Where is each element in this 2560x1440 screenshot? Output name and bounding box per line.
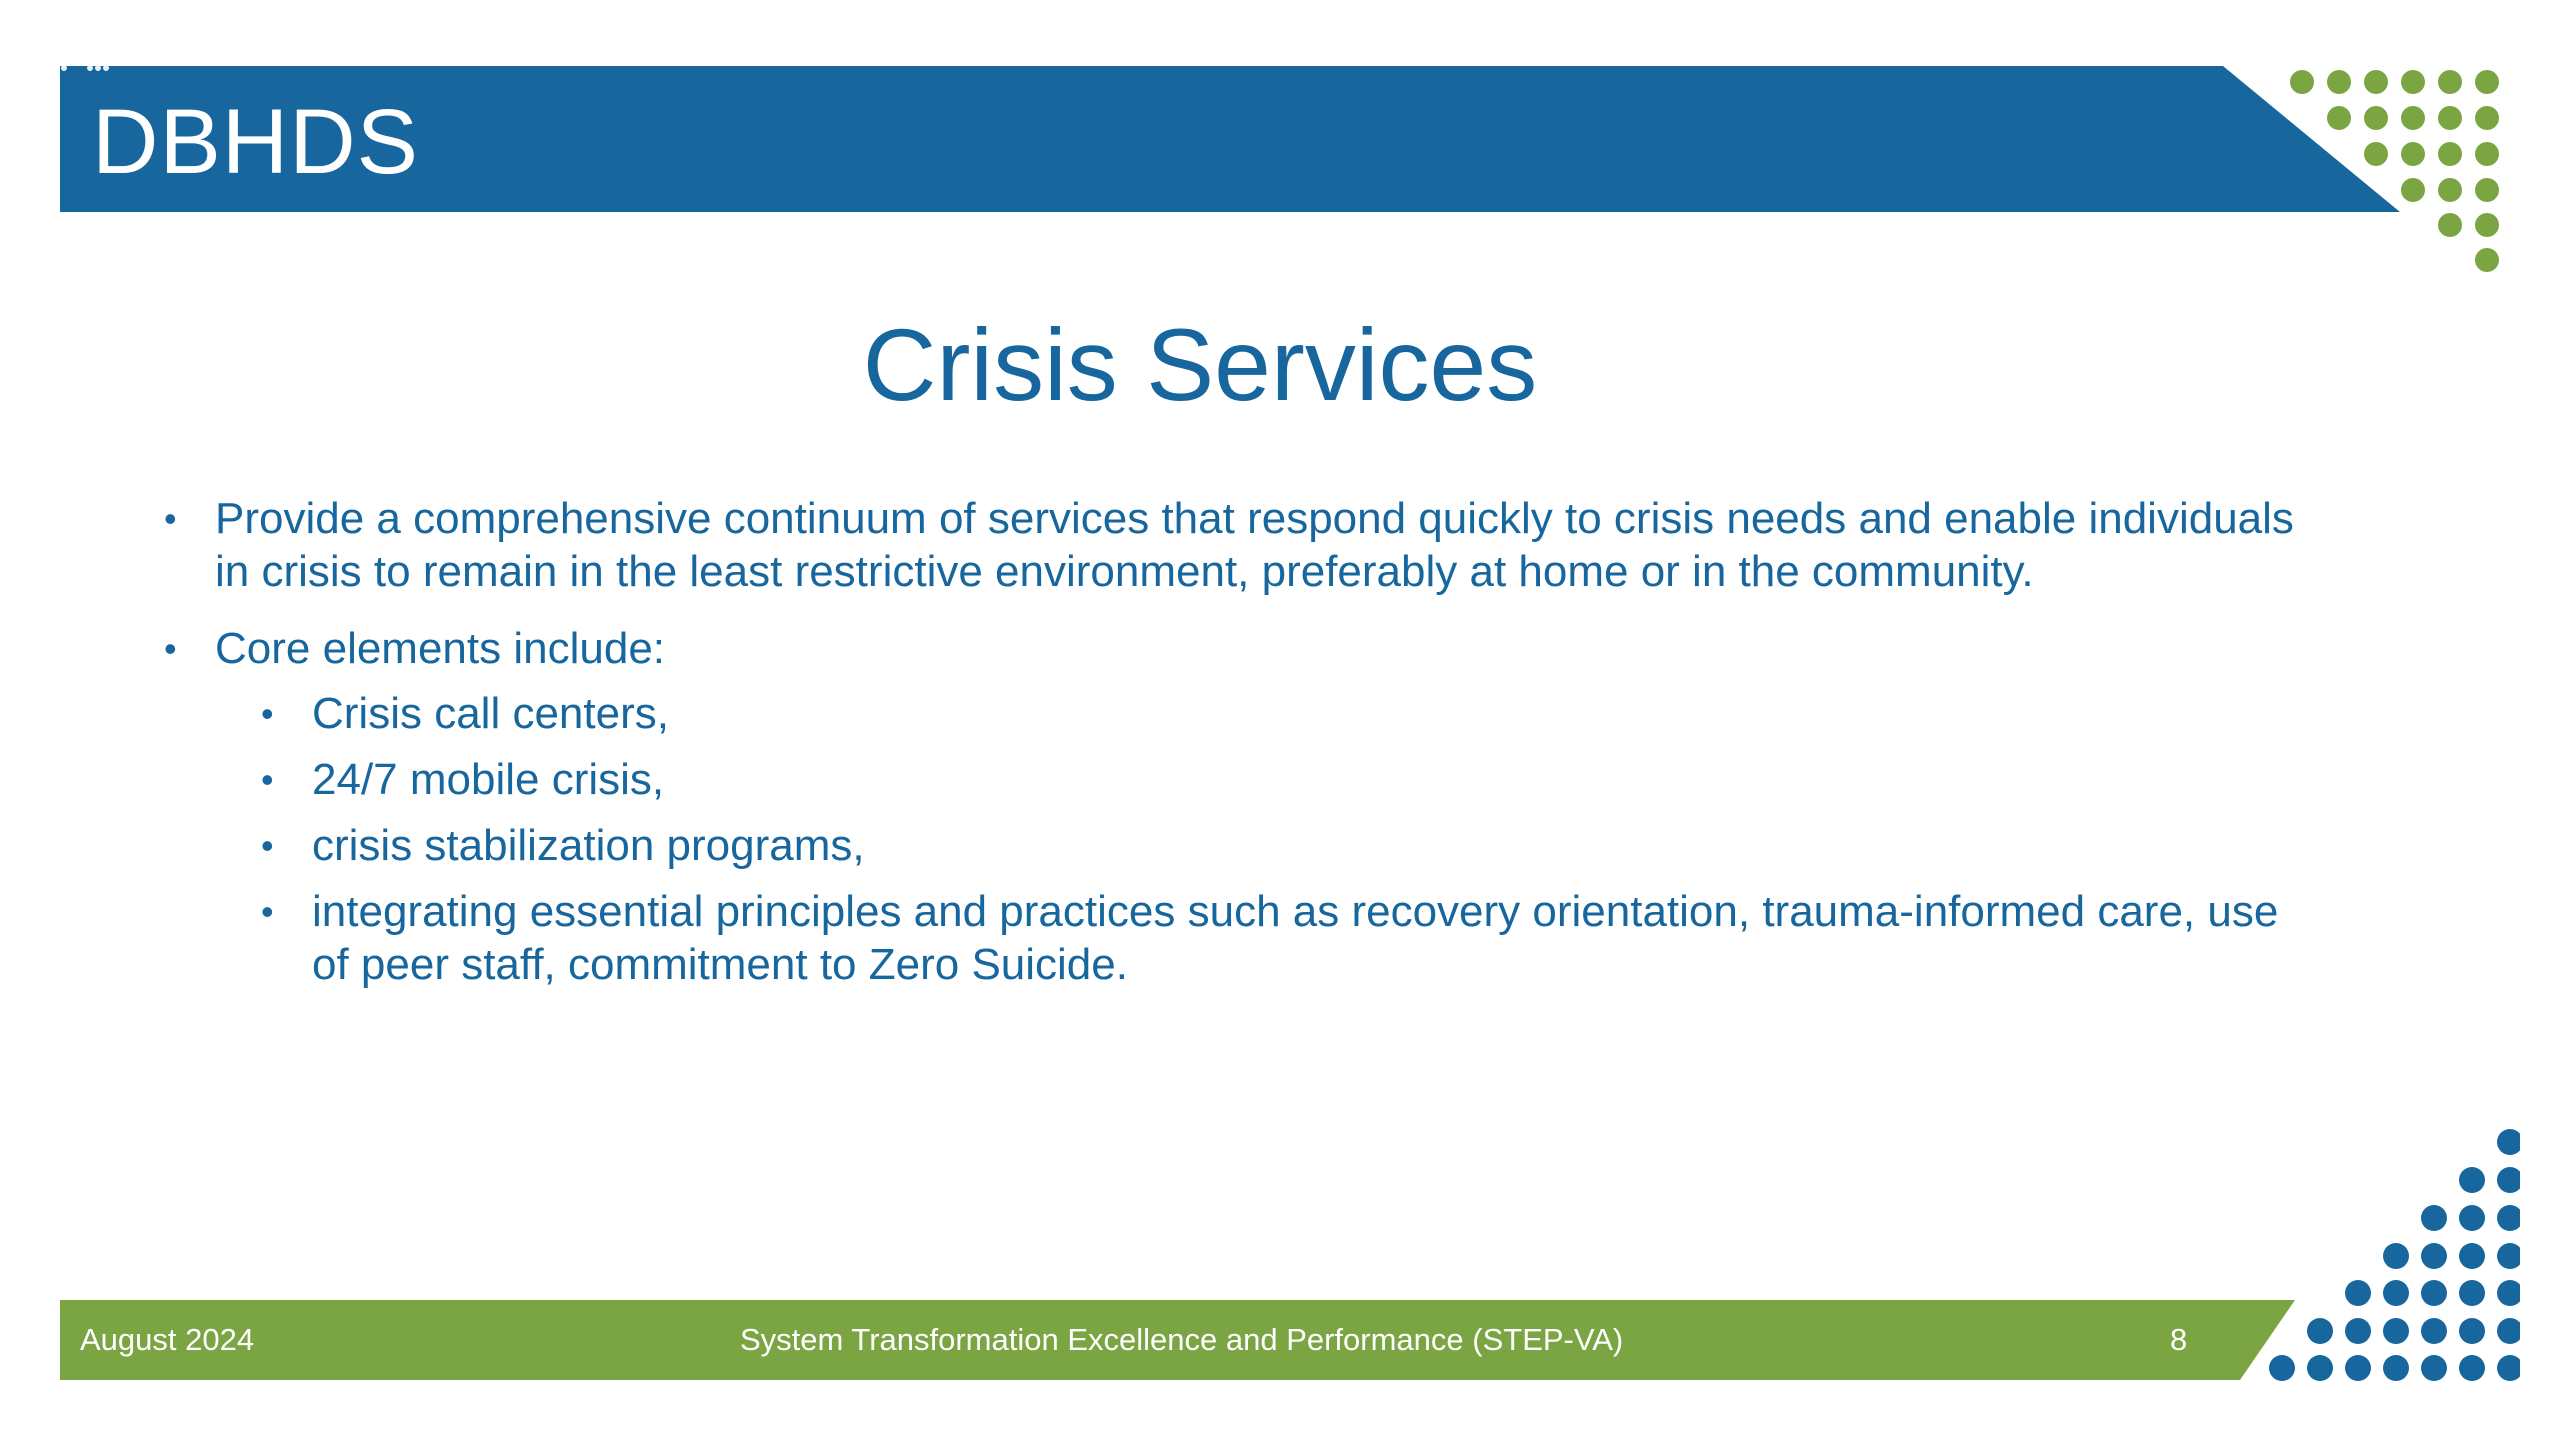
decor-dot xyxy=(2497,1243,2520,1269)
footer-date: August 2024 xyxy=(80,1322,255,1357)
decor-dot xyxy=(2401,106,2425,130)
footer-band xyxy=(0,1300,2560,1380)
decor-dot xyxy=(2327,70,2351,94)
slide-content xyxy=(160,492,2310,1004)
decor-dot xyxy=(2475,142,2499,166)
decor-dot xyxy=(2497,1129,2520,1155)
bullet-core-elements: • Core elements include: xyxy=(160,622,2310,675)
sub-bullet-call-centers: • Crisis call centers, xyxy=(257,687,2310,740)
decor-dot xyxy=(2475,106,2499,130)
decor-dot xyxy=(2497,1205,2520,1231)
decor-dot xyxy=(2401,142,2425,166)
decor-dot xyxy=(2438,178,2462,202)
decor-dot xyxy=(2459,1243,2485,1269)
logo-wordmark: DBHDS xyxy=(92,91,420,193)
decor-dot xyxy=(2438,213,2462,237)
decor-dot xyxy=(2475,213,2499,237)
sub-bullet-mobile-crisis: • 24/7 mobile crisis, xyxy=(257,753,2310,806)
decor-dot xyxy=(2364,106,2388,130)
decor-dot xyxy=(2421,1205,2447,1231)
footer-page-number: 8 xyxy=(2170,1322,2188,1357)
decor-dot xyxy=(2459,1205,2485,1231)
decor-dots-top xyxy=(2280,60,2520,290)
sub-bullet-stabilization: • crisis stabilization programs, xyxy=(257,819,2310,872)
sub-bullet-principles: • integrating essential principles and practices such as recovery orientation, trauma-informed care, use of peer staff, commitment to Zero Suicide. xyxy=(257,885,2310,991)
decor-dot xyxy=(2475,248,2499,272)
decor-dot xyxy=(2327,106,2351,130)
decor-dot xyxy=(2459,1167,2485,1193)
decor-dot xyxy=(2383,1243,2409,1269)
decor-dot xyxy=(2401,178,2425,202)
decor-dot xyxy=(2438,70,2462,94)
header-band xyxy=(0,0,2560,320)
decor-dot xyxy=(2475,178,2499,202)
decor-dot xyxy=(2438,142,2462,166)
decor-dot xyxy=(2438,106,2462,130)
sub-bullet-list xyxy=(160,687,2310,991)
decor-dot xyxy=(2364,142,2388,166)
slide-title: Crisis Services xyxy=(862,308,1538,422)
decor-dot xyxy=(2401,70,2425,94)
decor-dot xyxy=(2421,1243,2447,1269)
footer-program-name: System Transformation Excellence and Performance (STEP-VA) xyxy=(740,1322,1624,1357)
bullet-continuum: • Provide a comprehensive continuum of services that respond quickly to crisis needs and enable individuals in crisis to remain in the least restrictive environment, preferably at home or in the community. xyxy=(160,492,2310,598)
decor-dot xyxy=(2290,70,2314,94)
logo-chevrons-icon xyxy=(0,0,150,76)
decor-dot xyxy=(2364,70,2388,94)
decor-dot xyxy=(2497,1167,2520,1193)
decor-dot xyxy=(2475,70,2499,94)
